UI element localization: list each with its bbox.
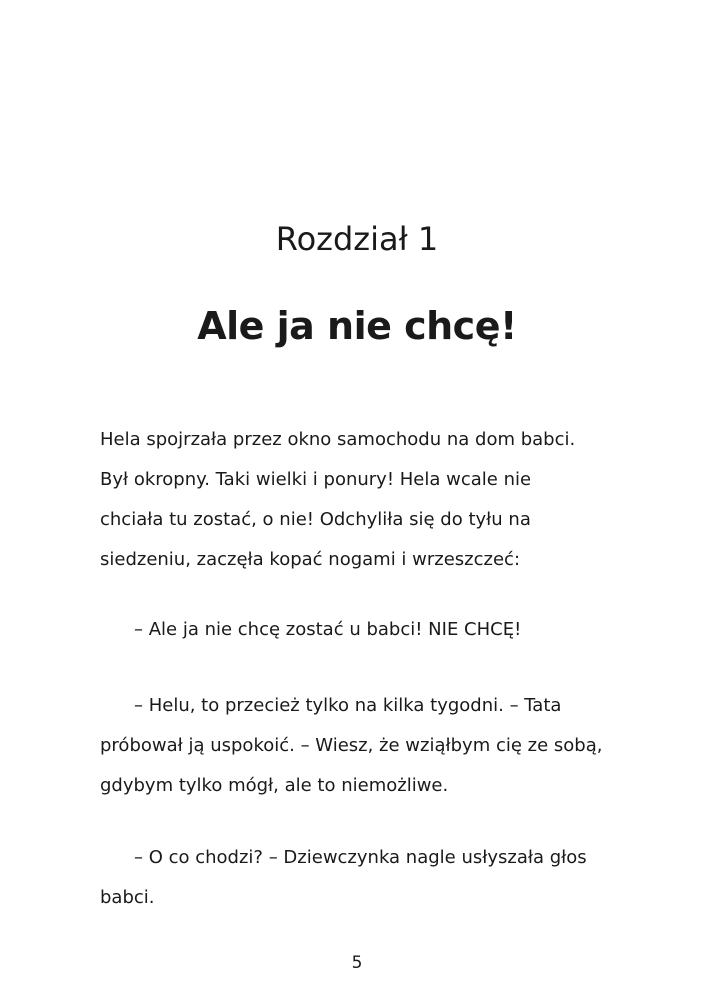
- paragraph-line: siedzeniu, zaczęła kopać nogami i wrzeszczeć:: [100, 549, 521, 570]
- paragraph-4: [100, 838, 620, 918]
- paragraph-1: [100, 420, 620, 580]
- paragraph-line: – O co chodzi? – Dziewczynka nagle usłyszała głos: [134, 847, 587, 868]
- paragraph-line: – Ale ja nie chcę zostać u babci! NIE CHCĘ!: [134, 619, 522, 640]
- paragraph-line: Był okropny. Taki wielki i ponury! Hela wcale nie: [100, 469, 532, 490]
- paragraph-line: – Helu, to przecież tylko na kilka tygodni. – Tata: [134, 695, 562, 716]
- paragraph-2: [100, 610, 620, 650]
- paragraph-line: Hela spojrzała przez okno samochodu na dom babci.: [100, 429, 576, 450]
- chapter-title: Ale ja nie chcę!: [197, 304, 517, 348]
- chapter-label: Rozdział 1: [275, 220, 439, 258]
- paragraph-line: babci.: [100, 887, 155, 908]
- paragraph-line: gdybym tylko mógł, ale to niemożliwe.: [100, 775, 449, 796]
- paragraph-3: [100, 686, 620, 806]
- paragraph-line: chciała tu zostać, o nie! Odchyliła się do tyłu na: [100, 509, 531, 530]
- page-number: 5: [351, 953, 363, 973]
- paragraph-line: próbował ją uspokoić. – Wiesz, że wziąłbym cię ze sobą,: [100, 735, 603, 756]
